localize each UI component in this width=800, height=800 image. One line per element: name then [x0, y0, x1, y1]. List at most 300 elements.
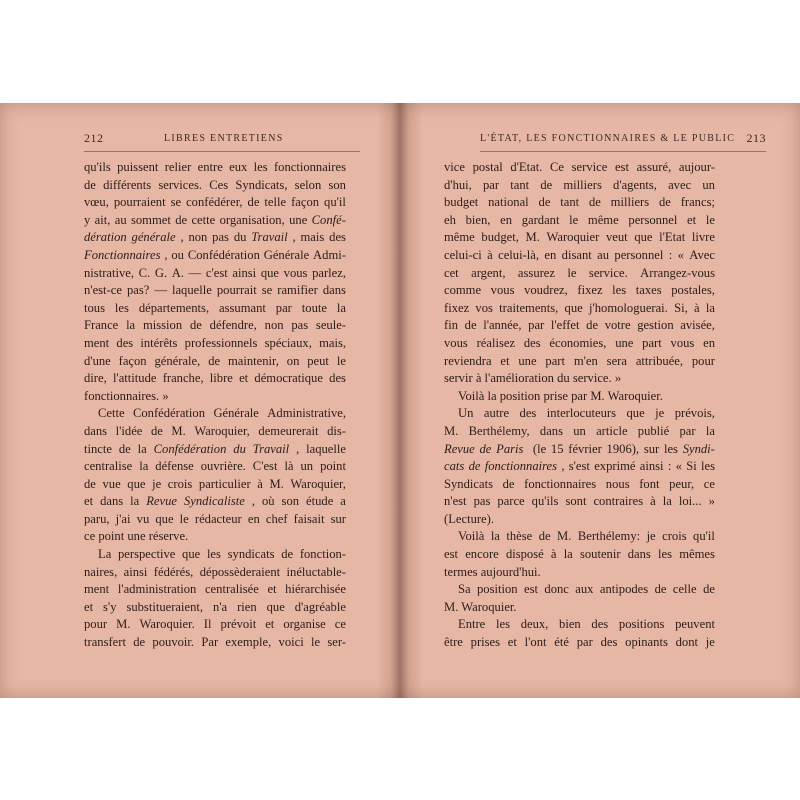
word: en	[500, 212, 512, 227]
word: nistrative,	[84, 265, 135, 280]
italic-word: Syndi-	[682, 441, 715, 456]
left-page	[0, 103, 392, 698]
text-line	[84, 353, 346, 371]
word: 15	[550, 441, 564, 456]
italic-word: de	[468, 459, 481, 474]
word: d'hui,	[444, 177, 472, 192]
word: centralisée	[204, 582, 259, 597]
word: ment	[84, 582, 110, 597]
word: M.	[557, 529, 572, 544]
word: cette	[191, 212, 216, 227]
word: Waroquier,	[194, 423, 250, 438]
word: par	[275, 300, 292, 315]
word: prévoit	[220, 617, 257, 632]
word: une	[615, 335, 634, 350]
word: l'effet	[550, 318, 580, 333]
word: la	[336, 300, 346, 315]
text-segment: Voilà la position prise par M. Waroquier.	[458, 388, 663, 403]
word: un	[702, 177, 715, 192]
word: ou	[171, 247, 184, 262]
word: ainsi	[639, 459, 664, 474]
word: transfert	[84, 635, 126, 650]
word: dans	[539, 423, 564, 438]
word: laquelle	[171, 283, 212, 298]
word: substitueraient,	[126, 599, 204, 614]
word: ,	[296, 441, 300, 456]
word: des	[591, 617, 609, 632]
word: spéciaux,	[264, 335, 312, 350]
word: :	[667, 459, 672, 474]
word: avisée,	[680, 318, 715, 333]
word: assumant	[219, 300, 266, 315]
word: n'a	[212, 599, 228, 614]
word: n'est	[444, 494, 467, 509]
word: façon	[291, 195, 320, 210]
word: bien	[559, 617, 581, 632]
word: Un	[458, 406, 474, 421]
word: fin	[444, 318, 458, 333]
word: publié	[637, 423, 670, 438]
word: et	[687, 212, 697, 227]
word: eux	[229, 160, 248, 174]
word: aujour-	[678, 160, 715, 174]
word: chef	[265, 511, 288, 526]
word: ouvrière.	[200, 459, 246, 474]
word: telle	[264, 195, 287, 210]
word: loi...	[678, 494, 702, 509]
word: :	[668, 247, 673, 262]
word: eh	[444, 212, 456, 227]
word: le	[179, 511, 189, 526]
word: Sa	[458, 582, 471, 597]
word: des	[329, 371, 346, 386]
word: postal	[472, 160, 503, 174]
italic-word: de	[479, 441, 492, 456]
right-page-text	[444, 159, 715, 652]
word: Avec	[689, 247, 715, 262]
word: les	[253, 160, 268, 174]
word: de	[133, 635, 146, 650]
word: être	[444, 635, 463, 650]
word: pouvoir.	[152, 635, 195, 650]
word: «	[675, 459, 682, 474]
text-line	[444, 405, 715, 423]
word: celui-ci	[444, 247, 482, 262]
word: à	[550, 547, 557, 562]
word: ,	[251, 494, 255, 509]
word: C'est	[252, 459, 278, 474]
word: 1906),	[606, 441, 640, 456]
word: démocratique	[254, 371, 323, 386]
word: est	[524, 582, 538, 597]
word: m'en	[573, 353, 598, 368]
text-line	[444, 511, 715, 529]
word: Administrative,	[267, 406, 346, 421]
word: disant	[561, 247, 592, 262]
word: antipodes	[599, 582, 649, 597]
word: en	[544, 247, 557, 262]
word: pour	[691, 353, 715, 368]
word: par	[528, 318, 545, 333]
word: comme	[444, 283, 482, 298]
word: Si	[686, 459, 697, 474]
word: de	[84, 476, 96, 491]
word: non	[188, 230, 208, 245]
word: son	[328, 177, 346, 192]
text-line	[84, 335, 346, 353]
word: étude	[306, 494, 334, 509]
word: aux	[575, 582, 594, 597]
text-line	[84, 370, 346, 388]
word: Admi-	[313, 247, 346, 262]
word: a	[340, 494, 346, 509]
word: peuvent	[675, 617, 715, 632]
italic-word: dération	[84, 230, 127, 245]
word: point	[320, 459, 346, 474]
word: de	[247, 195, 260, 210]
word: ramifier	[277, 283, 318, 298]
text-line	[444, 493, 715, 511]
word: que	[266, 599, 285, 614]
text-line	[84, 282, 346, 300]
word: même	[587, 212, 619, 227]
word: de	[586, 318, 599, 333]
word: inéluctable-	[286, 564, 346, 579]
text-line	[444, 546, 715, 564]
word: de	[588, 195, 601, 210]
word: de	[84, 177, 96, 192]
text-line	[84, 634, 346, 652]
word: défense	[155, 459, 194, 474]
word: soutenir	[579, 547, 621, 562]
word: de	[654, 582, 667, 597]
text-line	[444, 528, 715, 546]
word: syndicats	[227, 547, 275, 562]
word: fédérés,	[153, 564, 194, 579]
word: l'attitude	[112, 371, 157, 386]
text-line	[444, 616, 715, 634]
italic-word: Fonctionnaires	[84, 247, 161, 262]
word: »	[708, 494, 715, 509]
word: selon	[294, 177, 322, 192]
word: j'homologuerai.	[588, 300, 668, 315]
word: ,	[180, 230, 184, 245]
word: toute	[301, 300, 327, 315]
word: que	[634, 230, 653, 245]
text-line	[84, 405, 346, 423]
word: tincte	[84, 441, 112, 456]
word: vous	[670, 335, 695, 350]
word: défendre,	[209, 318, 257, 333]
word: celui-là,	[498, 247, 540, 262]
word: bien,	[465, 212, 491, 227]
word: ainsi	[123, 564, 148, 579]
text-line	[444, 599, 715, 617]
right-page-number: 213	[746, 131, 766, 145]
text-line	[444, 159, 715, 177]
word: qu'il	[324, 195, 346, 210]
word: est	[444, 547, 458, 562]
word: ait,	[94, 212, 111, 227]
text-line	[84, 511, 346, 529]
word: au	[597, 247, 610, 262]
word: votre	[604, 318, 631, 333]
word: par	[482, 177, 500, 192]
text-line	[84, 300, 346, 318]
word: cet	[444, 265, 459, 280]
word: fixez	[577, 283, 603, 298]
word: rédacteur	[194, 511, 242, 526]
word: je	[646, 529, 656, 544]
text-line	[84, 159, 346, 177]
word: la	[490, 529, 500, 544]
right-page-header	[480, 133, 766, 153]
word: des	[116, 335, 134, 350]
word: le	[336, 353, 346, 368]
word: qu'ils	[84, 160, 111, 174]
word: et	[265, 617, 275, 632]
word: la	[137, 441, 147, 456]
text-line	[444, 634, 715, 652]
word: le	[569, 212, 579, 227]
word: Berthélemy:	[577, 529, 641, 544]
word: entre	[197, 160, 223, 174]
word: dans	[627, 547, 651, 562]
word: les	[701, 459, 715, 474]
word: La	[98, 547, 112, 562]
word: tant	[560, 195, 580, 210]
word: pourraient	[113, 195, 166, 210]
word: M.	[525, 230, 540, 245]
word: Waroquier,	[290, 476, 346, 491]
word: la	[130, 494, 140, 509]
word: le	[310, 635, 321, 650]
word: livre	[691, 230, 715, 245]
word: voudrez,	[524, 283, 568, 298]
word: M.	[116, 617, 131, 632]
word: particulier	[198, 476, 251, 491]
italic-word: cats	[444, 459, 465, 474]
word: Entre	[458, 617, 486, 632]
word: de	[464, 318, 477, 333]
word: relier	[164, 160, 192, 174]
word: maintenir,	[227, 353, 279, 368]
text-line	[444, 370, 715, 388]
word: que	[182, 547, 201, 562]
word: de	[150, 423, 163, 438]
word: disposé	[505, 547, 544, 562]
text-segment: fonctionnaires. »	[84, 388, 169, 403]
open-book	[0, 103, 800, 698]
word: avec	[668, 177, 692, 192]
text-line	[444, 423, 715, 441]
word: traitements,	[499, 300, 559, 315]
word: encore	[465, 547, 499, 562]
word: parce	[497, 494, 525, 509]
word: dont	[675, 635, 699, 650]
text-segment: termes aujourd'hui.	[444, 564, 541, 579]
word: fonctionnaires	[524, 476, 597, 491]
text-line	[444, 458, 715, 476]
word: service	[571, 160, 608, 174]
word: à	[694, 300, 700, 315]
word: A.	[171, 265, 184, 280]
text-line	[84, 441, 346, 459]
word: de	[281, 547, 294, 562]
word: non	[264, 318, 284, 333]
word: et	[500, 353, 510, 368]
word: j'ai	[115, 511, 131, 526]
word: à	[257, 476, 263, 491]
word: prises	[470, 635, 501, 650]
word: pas	[473, 494, 491, 509]
word: peur,	[669, 476, 695, 491]
word: départements,	[138, 300, 210, 315]
word: laquelle	[306, 441, 346, 456]
word: vous	[444, 335, 468, 350]
text-line	[444, 388, 715, 406]
word: Syndicats	[444, 476, 493, 491]
word: les	[495, 617, 510, 632]
word: du	[233, 230, 247, 245]
italic-word: du	[233, 441, 246, 456]
word: une	[518, 353, 537, 368]
word: Ces	[209, 177, 229, 192]
word: de	[502, 476, 515, 491]
word: Waroquier	[546, 230, 600, 245]
word: organisation,	[219, 212, 285, 227]
word: ,	[164, 247, 168, 262]
word: Par	[201, 635, 219, 650]
text-line	[444, 247, 715, 265]
word: je	[152, 476, 162, 491]
word: parlez,	[312, 265, 346, 280]
word: deux,	[520, 617, 549, 632]
italic-word: Travail	[251, 230, 288, 245]
text-line	[444, 476, 715, 494]
word: de	[658, 195, 671, 210]
word: Confédération	[187, 247, 260, 262]
italic-word: Confé-	[311, 212, 346, 227]
word: par	[576, 635, 593, 650]
text-line	[444, 441, 715, 459]
word: le	[567, 265, 577, 280]
word: personnel	[628, 212, 678, 227]
word: Cette	[98, 406, 125, 421]
word: c'est	[205, 265, 228, 280]
word: là	[284, 459, 294, 474]
italic-word: Syndicaliste	[183, 494, 245, 509]
word: sur	[330, 511, 346, 526]
text-line	[444, 265, 715, 283]
word: faisait	[293, 511, 325, 526]
word: tant	[510, 177, 530, 192]
word: les	[206, 547, 221, 562]
word: de	[703, 582, 715, 597]
word: ment	[84, 335, 110, 350]
word: ce	[334, 617, 346, 632]
word: attribuée,	[635, 353, 684, 368]
word: «	[677, 247, 684, 262]
word: mission	[142, 318, 183, 333]
word: la	[662, 494, 672, 509]
word: n'est-ce	[84, 283, 122, 298]
right-running-head: L'ÉTAT, LES FONCTIONNAIRES & LE PUBLIC	[480, 133, 736, 144]
text-line	[444, 564, 715, 582]
word: pourrait	[216, 283, 257, 298]
word: dire,	[84, 371, 107, 386]
word: en	[703, 335, 715, 350]
text-segment: servir à l'amélioration du service. »	[444, 371, 622, 386]
word: vos	[475, 300, 493, 315]
word: Waroquier.	[139, 617, 195, 632]
word: confédérer,	[186, 195, 243, 210]
word: l'administration	[117, 582, 197, 597]
word: son	[281, 494, 300, 509]
word: organise	[283, 617, 326, 632]
word: prévois,	[674, 406, 715, 421]
word: vice	[444, 160, 465, 174]
word: et	[267, 582, 277, 597]
word: sommet	[130, 212, 171, 227]
word: de	[540, 177, 553, 192]
word: Syndicats,	[235, 177, 288, 192]
word: se	[261, 283, 273, 298]
word: et	[84, 494, 94, 509]
text-line	[84, 212, 346, 230]
word: positions	[618, 617, 665, 632]
word: fixez	[444, 300, 470, 315]
word: été	[554, 635, 569, 650]
text-line	[84, 458, 346, 476]
word: février	[568, 441, 602, 456]
word: milliers	[610, 195, 650, 210]
text-line	[444, 229, 715, 247]
text-line	[444, 581, 715, 599]
word: services.	[158, 177, 203, 192]
word: des	[600, 635, 618, 650]
word: que	[564, 300, 583, 315]
word: dis-	[327, 423, 346, 438]
word: d'Etat.	[510, 160, 543, 174]
word: dans	[100, 494, 124, 509]
word: milliers	[563, 177, 602, 192]
word: M.	[269, 476, 284, 491]
italic-word: générale	[131, 230, 176, 245]
word: Générale	[213, 406, 259, 421]
text-line	[84, 265, 346, 283]
word: la	[705, 423, 715, 438]
word: contraires	[593, 494, 644, 509]
italic-word: Revue	[146, 494, 177, 509]
word: vu	[136, 511, 150, 526]
word: sont	[565, 494, 587, 509]
word: pour	[84, 617, 108, 632]
word: autre	[483, 406, 510, 421]
word: d'agréable	[294, 599, 346, 614]
word: l'Etat	[659, 230, 686, 245]
word: se	[170, 195, 182, 210]
text-line	[84, 317, 346, 335]
word: et	[507, 635, 517, 650]
word: sur	[643, 441, 660, 456]
italic-word: Travail	[252, 441, 290, 456]
word: position	[477, 582, 518, 597]
text-line	[444, 177, 715, 195]
word: taxes	[635, 283, 662, 298]
word: ainsi	[232, 265, 257, 280]
word: peut	[307, 353, 329, 368]
